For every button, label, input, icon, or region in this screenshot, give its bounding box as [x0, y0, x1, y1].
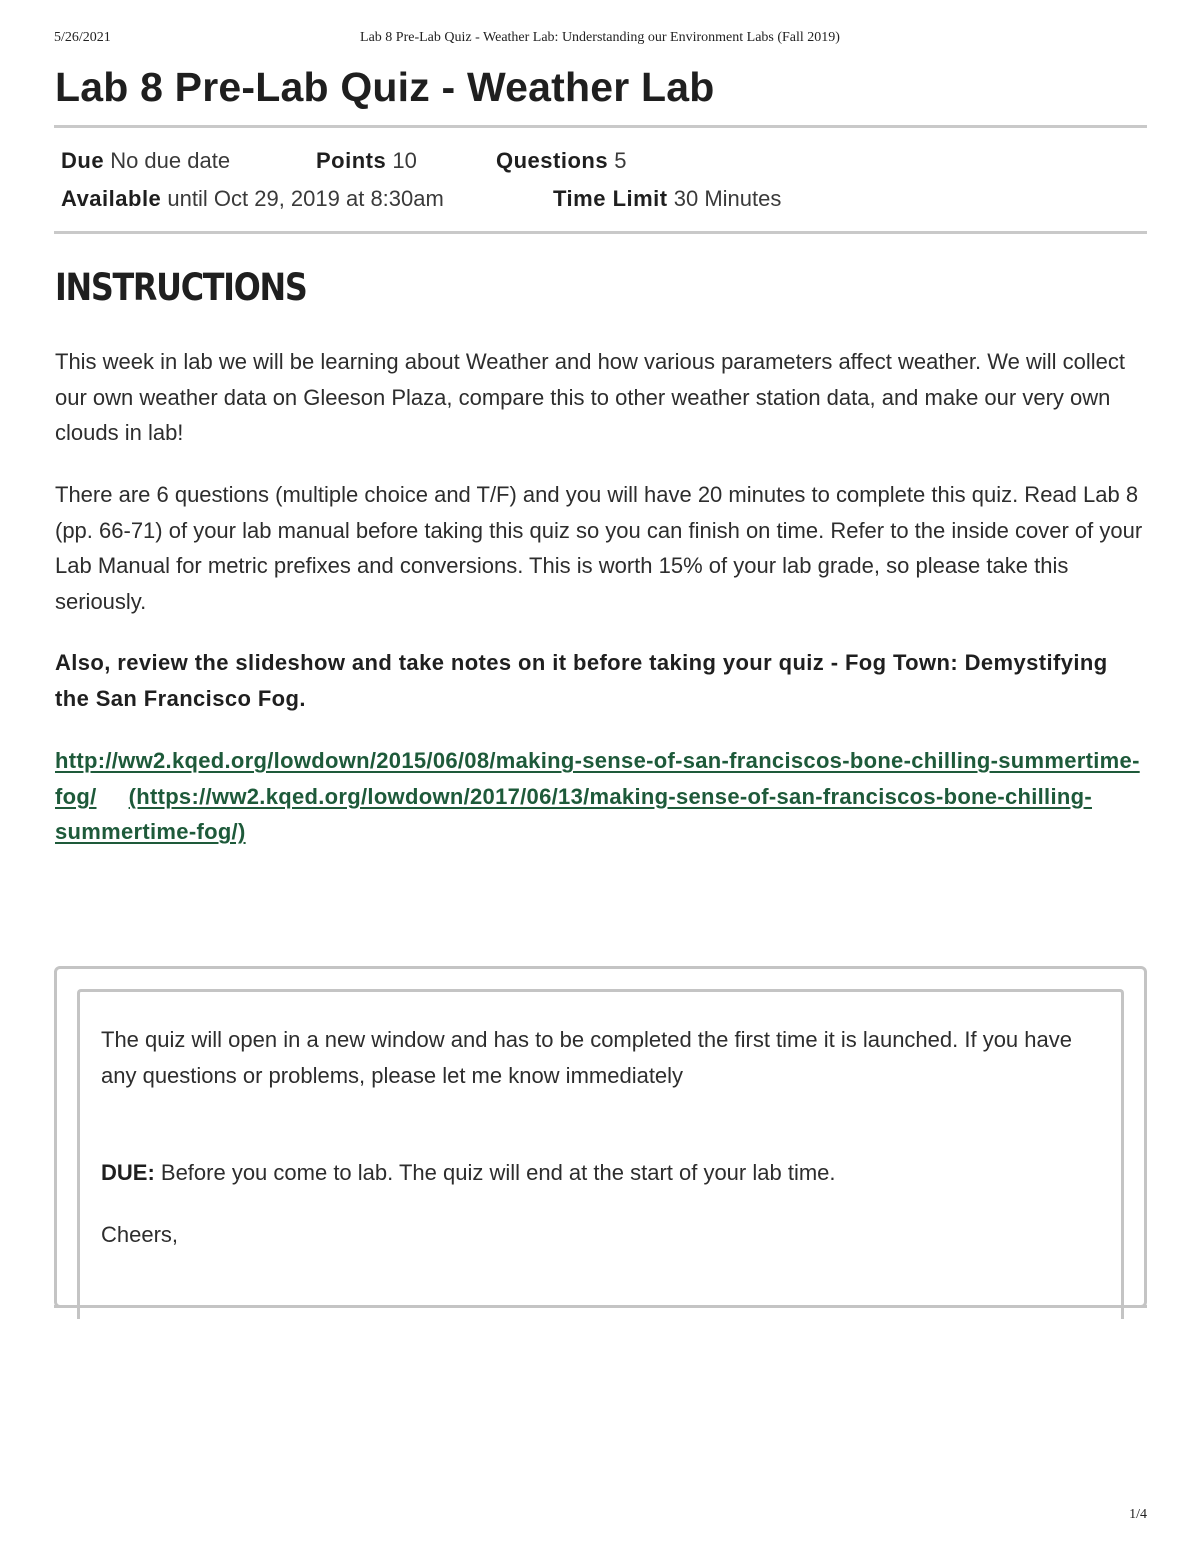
points-label: Points: [316, 148, 387, 173]
time-limit-label: Time Limit: [553, 186, 668, 211]
instructions-paragraph-3: Also, review the slideshow and take notes on it before taking your quiz - Fog Town: Demystifying the San Francisco Fog.: [55, 650, 1108, 711]
notice-due-label: DUE:: [101, 1160, 155, 1185]
page-number: 1/4: [1129, 1507, 1147, 1522]
instructions-heading: INSTRUCTIONS: [55, 266, 307, 309]
fog-slideshow-link[interactable]: http://ww2.kqed.org/lowdown/2015/06/08/making-sense-of-san-franciscos-bone-chilling-summertime-fog/: [55, 748, 1140, 809]
available-detail: [61, 186, 444, 212]
points-value: 10: [392, 148, 417, 173]
page-title: Lab 8 Pre-Lab Quiz - Weather Lab: [55, 64, 715, 110]
due-detail: [61, 148, 230, 174]
questions-detail: [496, 148, 626, 174]
print-header: [54, 30, 1146, 50]
available-label: Available: [61, 186, 162, 211]
instructions-paragraph-2: There are 6 questions (multiple choice and T/F) and you will have 20 minutes to complete this quiz. Read Lab 8 (pp. 66-71) of your lab manual before taking this quiz so you can finish on time. Refer to the inside cover of your Lab Manual for metric prefixes and conversions. This is worth 15% of your lab grade, so please take this seriously.: [55, 482, 1143, 614]
details-top-divider: [54, 125, 1147, 128]
points-detail: [316, 148, 417, 174]
questions-label: Questions: [496, 148, 609, 173]
due-value: No due date: [110, 148, 231, 173]
print-date: 5/26/2021: [54, 30, 111, 45]
questions-value: 5: [614, 148, 627, 173]
links-paragraph: [55, 743, 1145, 850]
due-label: Due: [61, 148, 105, 173]
print-document-title: Lab 8 Pre-Lab Quiz - Weather Lab: Understanding our Environment Labs (Fall 2019): [360, 30, 840, 45]
details-bottom-divider: [54, 231, 1147, 234]
time-limit-detail: [553, 186, 781, 212]
instructions-paragraph-1: This week in lab we will be learning about Weather and how various parameters affect weather. We will collect our own weather data on Gleeson Plaza, compare this to other weather station data, and make our very own clouds in lab!: [55, 349, 1125, 445]
time-limit-value: 30 Minutes: [673, 186, 782, 211]
notice-due-text: Before you come to lab. The quiz will end at the start of your lab time.: [154, 1160, 836, 1185]
notice-due-line: [101, 1155, 1101, 1191]
notice-text: The quiz will open in a new window and has to be completed the first time it is launched. If you have any questions or problems, please let me know immediately: [101, 1027, 1072, 1088]
notice-box-bottom-border: [54, 1305, 1147, 1308]
fog-slideshow-external-link[interactable]: (https://ww2.kqed.org/lowdown/2017/06/13/making-sense-of-san-franciscos-bone-chilling-summertime-fog/): [55, 783, 1092, 844]
notice-closing: Cheers,: [101, 1222, 179, 1247]
available-value: until Oct 29, 2019 at 8:30am: [167, 186, 444, 211]
